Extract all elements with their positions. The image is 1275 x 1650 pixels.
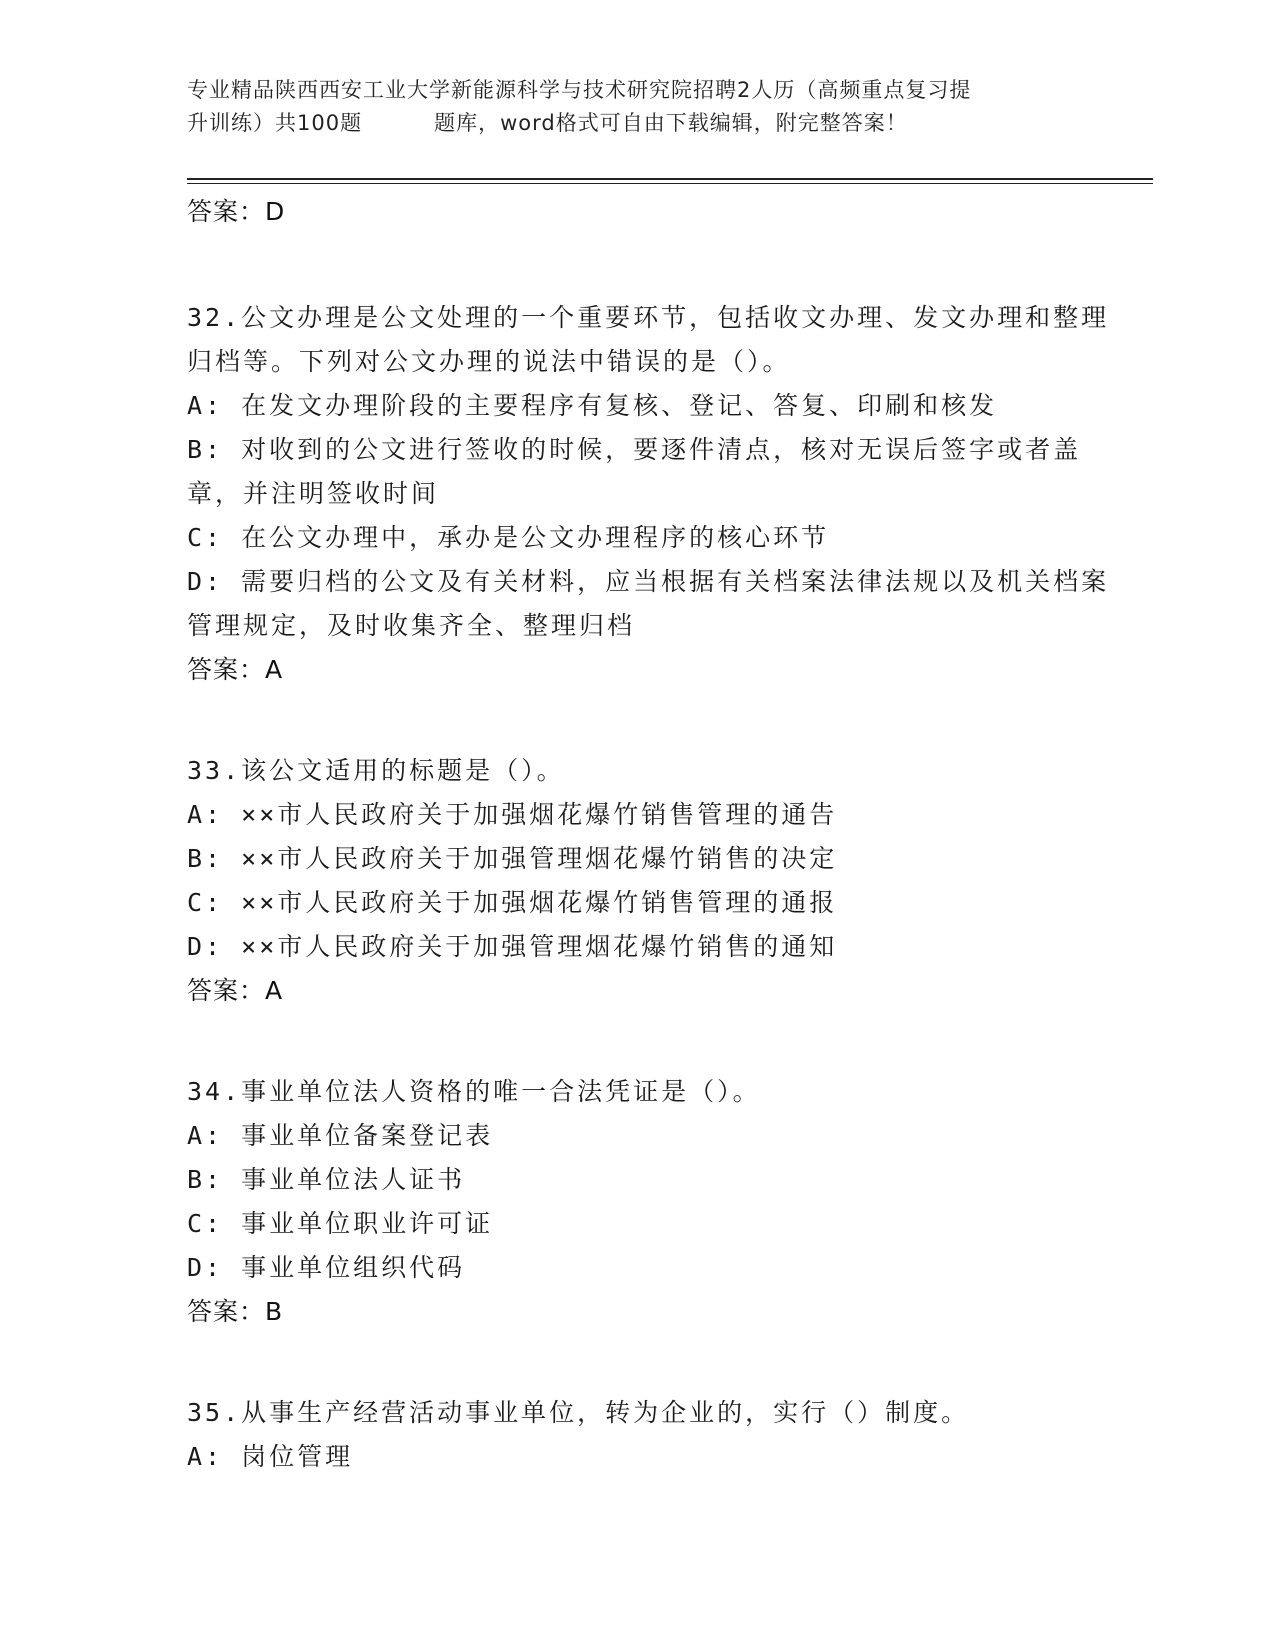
option-b: B: 事业单位法人证书 [187, 1165, 466, 1194]
question-block-33 [187, 749, 1117, 1013]
option-a: A: 在发文办理阶段的主要程序有复核、登记、答复、印刷和核发 [187, 391, 998, 420]
header-line-2-right: 题库，word格式可自由下载编辑，附完整答案！ [434, 111, 908, 135]
option-a: A: 事业单位备案登记表 [187, 1121, 494, 1150]
option-c: C: 在公文办理中，承办是公文办理程序的核心环节 [187, 523, 830, 552]
question-text: 34.事业单位法人资格的唯一合法凭证是（）。 [187, 1077, 761, 1106]
header-divider-thick [187, 178, 1153, 180]
question-text: 35.从事生产经营活动事业单位，转为企业的，实行（）制度。 [187, 1398, 970, 1427]
question-block-34 [187, 1070, 1117, 1334]
document-body [187, 190, 1117, 1536]
header-divider-thin [187, 183, 1153, 184]
question-text: 33.该公文适用的标题是（）。 [187, 756, 565, 785]
answer-line: 答案：A [187, 655, 284, 684]
option-a: A: 岗位管理 [187, 1442, 354, 1471]
option-b: B: 对收到的公文进行签收的时候，要逐件清点，核对无误后签字或者盖章，并注明签收时间 [187, 435, 1082, 508]
header-line-1: 专业精品陕西西安工业大学新能源科学与技术研究院招聘2人历（高频重点复习提 [187, 78, 972, 102]
answer-line: 答案：B [187, 1297, 284, 1326]
previous-answer: 答案：D [187, 197, 286, 226]
header-line-2-left: 升训练）共100题 [187, 111, 363, 135]
page-header [187, 74, 1087, 140]
option-a: A: ××市人民政府关于加强烟花爆竹销售管理的通告 [187, 800, 838, 829]
option-d: D: 事业单位组织代码 [187, 1253, 466, 1282]
question-block-32 [187, 296, 1117, 692]
option-d: D: ××市人民政府关于加强管理烟花爆竹销售的通知 [187, 932, 838, 961]
option-c: C: 事业单位职业许可证 [187, 1209, 494, 1238]
option-d: D: 需要归档的公文及有关材料，应当根据有关档案法律法规以及机关档案管理规定，及时收集齐全、整理归档 [187, 567, 1110, 640]
answer-line: 答案：A [187, 976, 284, 1005]
option-b: B: ××市人民政府关于加强管理烟花爆竹销售的决定 [187, 844, 838, 873]
option-c: C: ××市人民政府关于加强烟花爆竹销售管理的通报 [187, 888, 838, 917]
header-line-2 [187, 107, 1087, 140]
question-block-35 [187, 1391, 1117, 1479]
question-text: 32.公文办理是公文处理的一个重要环节，包括收文办理、发文办理和整理归档等。下列对公文办理的说法中错误的是（）。 [187, 303, 1110, 376]
